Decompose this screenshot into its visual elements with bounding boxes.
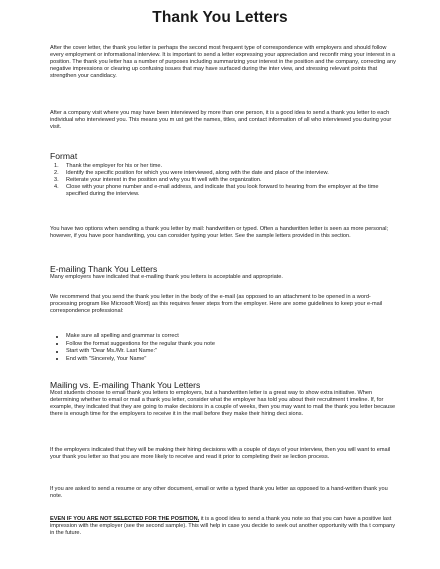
format-list: [50, 163, 398, 198]
mailing-vs-paragraph-3: [50, 486, 398, 500]
format-item-text: Reiterate your interest in the position and why you fit well with the organization.: [66, 177, 262, 184]
format-item-text: Identify the specific position for which you were interviewed, along with the date and place of the interview.: [66, 170, 329, 177]
mailing-vs-section: [50, 380, 398, 418]
not-selected-rest: it is a good idea to send a thank you note so that you can have a positive last impression with the employer (see the second sample). This will help in case you decide to seek out another opportunity with tha t company in the future.: [50, 516, 396, 537]
mailing-vs-text-3: If you are asked to send a resume or any other document, email or write a typed thank you letter as opposed to a hand-written thank you note.: [50, 486, 388, 500]
format-item: [50, 170, 398, 177]
guideline-item: [50, 348, 398, 356]
emailing-intro: Many employers have indicated that e-mailing thank you letters is acceptable and appropriate.: [50, 274, 283, 280]
emailing-heading: E-mailing Thank You Letters: [50, 264, 158, 274]
guideline-text: End with "Sincerely, Your Name": [66, 355, 147, 362]
format-item: [50, 177, 398, 184]
guideline-item: [50, 333, 398, 341]
bullet-icon: [56, 358, 58, 360]
emailing-recommendation-text: We recommend that you send the thank you letter in the body of the e-mail (as opposed to an attachment to be opened in a word- processing program like Microsoft Word) as this requires fewer steps from the employer. Here are some guidelines to keep your e-mail correspondence professional:: [50, 294, 383, 315]
not-selected-lead: EVEN IF YOU ARE NOT SELECTED FOR THE POSITION,: [50, 516, 200, 522]
format-item-number: 3.: [54, 177, 59, 184]
format-item-text: Thank the employer for his or her time.: [66, 163, 163, 169]
format-list-wrap: [50, 163, 398, 198]
mailing-vs-heading: Mailing vs. E-mailing Thank You Letters: [50, 380, 201, 390]
options-paragraph: [50, 226, 398, 240]
bullet-icon: [56, 351, 58, 353]
mailing-vs-text-2: If the employers indicated that they will be making their hiring decisions with a couple of days of your interview, then you will want to email your thank you letter so that you are more likely to receive and read it prior to completing their se lection process.: [50, 447, 391, 461]
format-item-number: 1.: [54, 163, 59, 169]
emailing-section: [50, 264, 398, 281]
format-item: [50, 163, 398, 170]
after-visit-text: After a company visit where you may have been interviewed by more than one person, it is a good idea to send a thank you letter to each individual who interviewed you. This means you m ust get the names, titles, and contact information of all who interviewed you during your visit.: [50, 110, 392, 131]
page-title: Thank You Letters: [152, 9, 288, 26]
format-heading: Format: [50, 151, 78, 161]
not-selected-text: [50, 516, 398, 537]
mailing-vs-text-1: Most students choose to email thank you letters to employers, but a handwritten letter is a great way to show extra initiative. When determining whether to email or mail a thank you letter, consider what the employer has told you about their recruitment t imeline. If, for example, they indicated that they are going to make decisions in a couple of weeks, then you may want to mail the thank you letter because there is enough time for the employers to receive it in the mail before they make their hiring deci sions.: [50, 390, 396, 418]
emailing-recommendation: [50, 294, 398, 315]
bullet-icon: [56, 336, 58, 338]
bullet-icon: [56, 343, 58, 345]
guideline-text: Make sure all spelling and grammar is correct: [66, 333, 179, 339]
guideline-item: [50, 356, 398, 364]
guidelines-list: [50, 333, 398, 363]
format-item-number: 4.: [54, 184, 59, 191]
format-item-number: 2.: [54, 170, 59, 177]
guidelines-list-wrap: [50, 333, 398, 363]
intro-paragraph: [50, 45, 398, 80]
intro-text: After the cover letter, the thank you letter is perhaps the second most frequent type of correspondence with employers and should follow every employment or informational interview. It is important to send a letter expressing your appreciation and reconfir ming your interest in a position. The thank you letter has a number of purposes including summarizing your interest in the position and the company, correcting any negative impressions or clearing up confusing issues that may have surfaced during the inter view, and stressing relevant points that strengthen your candidacy.: [50, 45, 396, 80]
format-section: [50, 151, 398, 161]
guideline-text: Follow the format suggestions for the regular thank you note: [66, 340, 215, 347]
after-visit-paragraph: [50, 110, 398, 131]
format-item-text: Close with your phone number and e-mail address, and indicate that you look forward to hearing from the employer at the time specified during the interview.: [66, 184, 379, 198]
not-selected-paragraph: [50, 516, 398, 537]
format-item: [50, 184, 398, 198]
mailing-vs-paragraph-2: [50, 447, 398, 461]
guideline-item: [50, 341, 398, 349]
options-text: You have two options when sending a thank you letter by mail: handwritten or typed. Often a handwritten letter is seen as more personal; however, if you have poor handwriting, you can consider typing your letter. See the sample letters provided in this section.: [50, 226, 389, 240]
guideline-text: Start with "Dear Ms./Mr. Last Name:": [66, 348, 158, 354]
